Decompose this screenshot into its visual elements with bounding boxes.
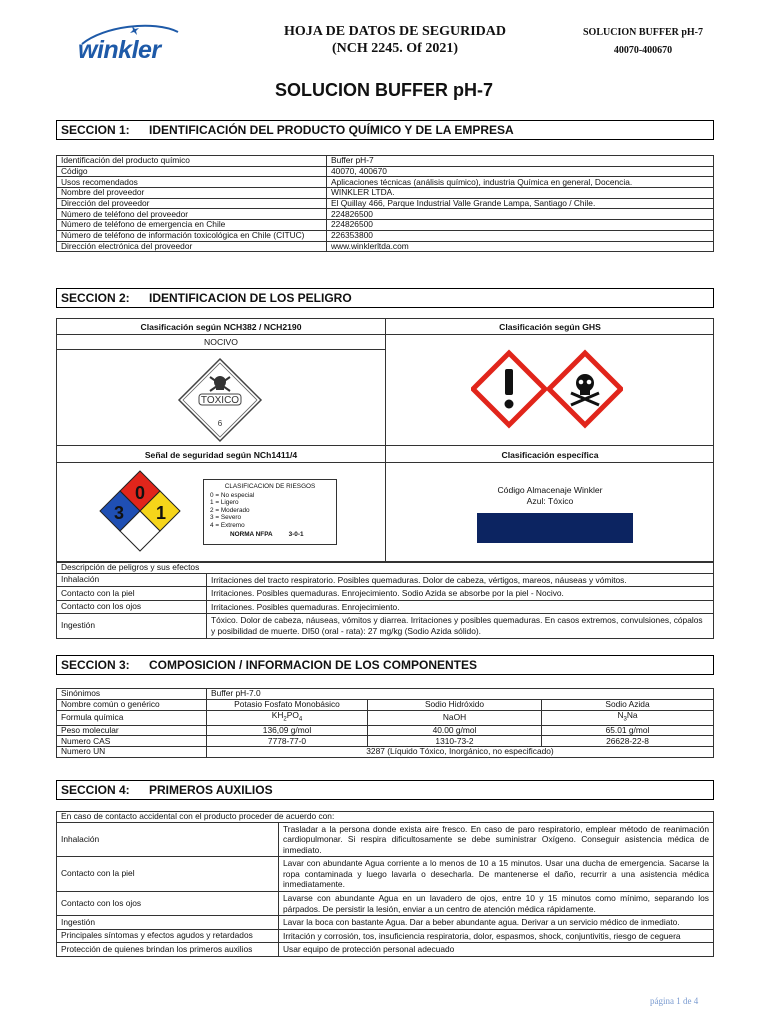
storage-code (386, 485, 714, 507)
nfpa-reactivity-value: 1 (155, 503, 167, 523)
section-4-number: SECCION 4: (61, 783, 130, 797)
property-label: Formula química (57, 710, 207, 725)
toxic-diamond-icon (177, 357, 263, 443)
effect-route: Contacto con la piel (57, 587, 207, 601)
first-aid-route: Principales síntomas y efectos agudos y retardados (57, 929, 279, 943)
table-row (57, 892, 714, 916)
field-value: Buffer pH-7 (327, 156, 714, 167)
storage-code-label: Código Almacenaje Winkler (497, 485, 603, 495)
section-1-table (56, 155, 714, 252)
property-label: Nombre común o genérico (57, 699, 207, 710)
first-aid-route: Ingestión (57, 916, 279, 930)
header-product (568, 24, 718, 60)
field-label: Dirección del proveedor (57, 198, 327, 209)
first-aid-route: Inhalación (57, 822, 279, 857)
ghs-skull-icon (549, 353, 621, 425)
table-row (57, 725, 714, 736)
storage-code-color-name: Azul: Tóxico (526, 496, 574, 506)
risk-legend-item: 3 = Severo (210, 514, 242, 522)
risk-legend-title: CLASIFICACION DE RIESGOS (224, 483, 316, 490)
hazard-effects-table (56, 562, 714, 639)
field-value: WINKLER LTDA. (327, 188, 714, 199)
specific-classification-label: Clasificación específica (501, 450, 599, 460)
nch382-label: Clasificación según NCH382 / NCH2190 (140, 322, 302, 332)
diamond-text: TOXICO (200, 395, 240, 406)
property-label: Peso molecular (57, 725, 207, 736)
nfpa-fire-value: 0 (134, 483, 146, 503)
risk-legend-item: 0 = No especial (210, 491, 255, 499)
table-row (57, 822, 714, 857)
table-row (57, 156, 714, 167)
first-aid-instruction: Lavar con abundante Agua corriente a lo menos de 10 a 15 minutos. Usar una ducha de emergencia. Sacarse la ropa contaminada y luego lavarla o desecharla. De mantenerse el daño, recurrir a una asistencia médica inmediatamente. (279, 857, 714, 892)
property-value: 40.00 g/mol (368, 725, 542, 736)
storage-color-swatch (477, 513, 633, 543)
nocivo-label: NOCIVO (204, 337, 238, 347)
table-row (57, 166, 714, 177)
section-3-header (56, 655, 714, 675)
nch1411-label: Señal de seguridad según NCh1411/4 (144, 450, 298, 460)
field-value: www.winklerltda.com (327, 241, 714, 252)
nfpa-label: NORMA NFPA (230, 530, 273, 538)
property-value: NaOH (368, 710, 542, 725)
ghs-label: Clasificación según GHS (499, 322, 601, 332)
table-row (57, 614, 714, 638)
property-value: 65.01 g/mol (542, 725, 714, 736)
table-row (57, 710, 714, 725)
first-aid-route: Protección de quienes brindan los primeros auxilios (57, 943, 279, 957)
first-aid-instruction: Usar equipo de protección personal adecuado (279, 943, 714, 957)
first-aid-route: Contacto con los ojos (57, 892, 279, 916)
effect-description: Tóxico. Dolor de cabeza, náuseas, vómitos y diarrea. Irritaciones y posibles quemaduras. En casos extremos, convulsiones, cópalos y posibilidad de muerte. DI50 (oral - rata): 27 mg/kg (Sodio Azida sólido). (207, 614, 714, 638)
section-4-title: PRIMEROS AUXILIOS (149, 783, 273, 797)
field-value: 224826500 (327, 220, 714, 231)
nfpa-diamond-icon (97, 469, 183, 555)
effect-route: Inhalación (57, 573, 207, 587)
field-value: El Quillay 466, Parque Industrial Valle Grande Lampa, Santiago / Chile. (327, 198, 714, 209)
property-label: Numero CAS (57, 736, 207, 747)
first-aid-intro: En caso de contacto accidental con el producto proceder de acuerdo con: (57, 812, 714, 823)
nfpa-health-value: 3 (113, 503, 125, 523)
table-row (57, 177, 714, 188)
effect-description: Irritaciones del tracto respiratorio. Posibles quemaduras. Dolor de cabeza, vértigos, mareos, náuseas y vómitos. (207, 573, 714, 587)
ghs-exclamation-icon (473, 353, 545, 425)
section-4-table (56, 811, 714, 957)
field-value: 226353800 (327, 230, 714, 241)
risk-legend-item: 4 = Extremo (210, 521, 245, 529)
table-row (57, 929, 714, 943)
risk-legend-item: 2 = Moderado (210, 506, 250, 514)
table-row (57, 573, 714, 587)
effect-description: Irritaciones. Posibles quemaduras. Enrojecimiento. (207, 600, 714, 614)
page-title: SOLUCION BUFFER pH-7 (275, 80, 493, 100)
header-title: HOJA DE DATOS DE SEGURIDAD (284, 24, 506, 39)
section-2-number: SECCION 2: (61, 291, 130, 305)
first-aid-instruction: Trasladar a la persona donde exista aire fresco. En caso de paro respiratorio, emplear método de reanimación cardiopulmonar. Si respira dificultosamente se debe suministrar Oxígeno. Conseguir asistencia médica de inmediato. (279, 822, 714, 857)
table-row (57, 699, 714, 710)
effect-route: Contacto con los ojos (57, 600, 207, 614)
property-value: 26628-22-8 (542, 736, 714, 747)
first-aid-instruction: Lavarse con abundante Agua en un lavadero de ojos, entre 10 y 15 minutos como mínimo, separando los párpados. De persistir la lesión, enviar a un centro de atención médica rápidamente. (279, 892, 714, 916)
header-product-codes: 40070-400670 (613, 45, 673, 56)
un-label: Numero UN (57, 747, 207, 758)
table-row (57, 916, 714, 930)
winkler-logo (74, 22, 184, 68)
page-number: página 1 de 4 (650, 996, 699, 1006)
header-norm: (NCH 2245. Of 2021) (332, 41, 458, 56)
section-1-title: IDENTIFICACIÓN DEL PRODUCTO QUÍMICO Y DE LA EMPRESA (149, 123, 514, 137)
section-2-header (56, 288, 714, 308)
table-row (57, 857, 714, 892)
property-value: Potasio Fosfato Monobásico (207, 699, 368, 710)
property-value: Sodio Azida (542, 699, 714, 710)
table-row (57, 600, 714, 614)
section-2-title: IDENTIFICACION DE LOS PELIGRO (149, 291, 352, 305)
table-row (57, 188, 714, 199)
field-label: Número de teléfono de emergencia en Chile (57, 220, 327, 231)
table-row (57, 220, 714, 231)
sinonimos-value: Buffer pH-7.0 (207, 689, 714, 700)
section-4-header (56, 780, 714, 800)
ghs-pictograms (471, 349, 623, 429)
logo-text: winkler (78, 36, 161, 64)
field-value: 40070, 400670 (327, 166, 714, 177)
table-row (57, 209, 714, 220)
field-label: Número de teléfono del proveedor (57, 209, 327, 220)
table-row (57, 943, 714, 957)
effect-description: Irritaciones. Posibles quemaduras. Enrojecimiento. Sodio Azida se absorbe por la piel - Nocivo. (207, 587, 714, 601)
table-row (57, 736, 714, 747)
property-value: $KH_2PO_4$ (207, 710, 368, 725)
field-label: Nombre del proveedor (57, 188, 327, 199)
effects-header: Descripción de peligros y sus efectos (57, 563, 714, 574)
section-1-header (56, 120, 714, 140)
diamond-number: 6 (217, 419, 223, 428)
property-value: $N_3Na$ (542, 710, 714, 725)
section-3-table (56, 688, 714, 758)
field-label: Usos recomendados (57, 177, 327, 188)
field-label: Identificación del producto químico (57, 156, 327, 167)
hazard-classification-box (56, 318, 714, 562)
field-label: Código (57, 166, 327, 177)
property-value: 1310-73-2 (368, 736, 542, 747)
nfpa-code: 3-0-1 (288, 530, 304, 538)
document-header (250, 23, 540, 57)
nfpa-norm (210, 531, 330, 539)
field-value: Aplicaciones técnicas (análisis químico), industria Química en general, Docencia. (327, 177, 714, 188)
section-1-number: SECCION 1: (61, 123, 130, 137)
first-aid-instruction: Irritación y corrosión, tos, insuficiencia respiratoria, dolor, espasmos, shock, conjuntivitis, riesgo de ceguera (279, 929, 714, 943)
risk-legend-item: 1 = Ligero (210, 499, 239, 507)
property-value: Sodio Hidróxido (368, 699, 542, 710)
section-3-title: COMPOSICION / INFORMACION DE LOS COMPONENTES (149, 658, 478, 672)
sinonimos-label: Sinónimos (57, 689, 207, 700)
un-value: 3287 (Líquido Tóxico, Inorgánico, no especificado) (207, 747, 714, 758)
table-row (57, 198, 714, 209)
risk-legend (203, 479, 337, 545)
first-aid-instruction: Lavar la boca con bastante Agua. Dar a beber abundante agua. Derivar a un servicio médico de inmediato. (279, 916, 714, 930)
section-3-number: SECCION 3: (61, 658, 130, 672)
table-row (57, 587, 714, 601)
property-value: 136,09 g/mol (207, 725, 368, 736)
table-row (57, 241, 714, 252)
property-value: 7778-77-0 (207, 736, 368, 747)
field-value: 224826500 (327, 209, 714, 220)
field-label: Dirección electrónica del proveedor (57, 241, 327, 252)
header-product-name: SOLUCION BUFFER pH-7 (582, 27, 703, 38)
field-label: Número de teléfono de información toxicológica en Chile (CITUC) (57, 230, 327, 241)
first-aid-route: Contacto con la piel (57, 857, 279, 892)
effect-route: Ingestión (57, 614, 207, 638)
table-row (57, 230, 714, 241)
